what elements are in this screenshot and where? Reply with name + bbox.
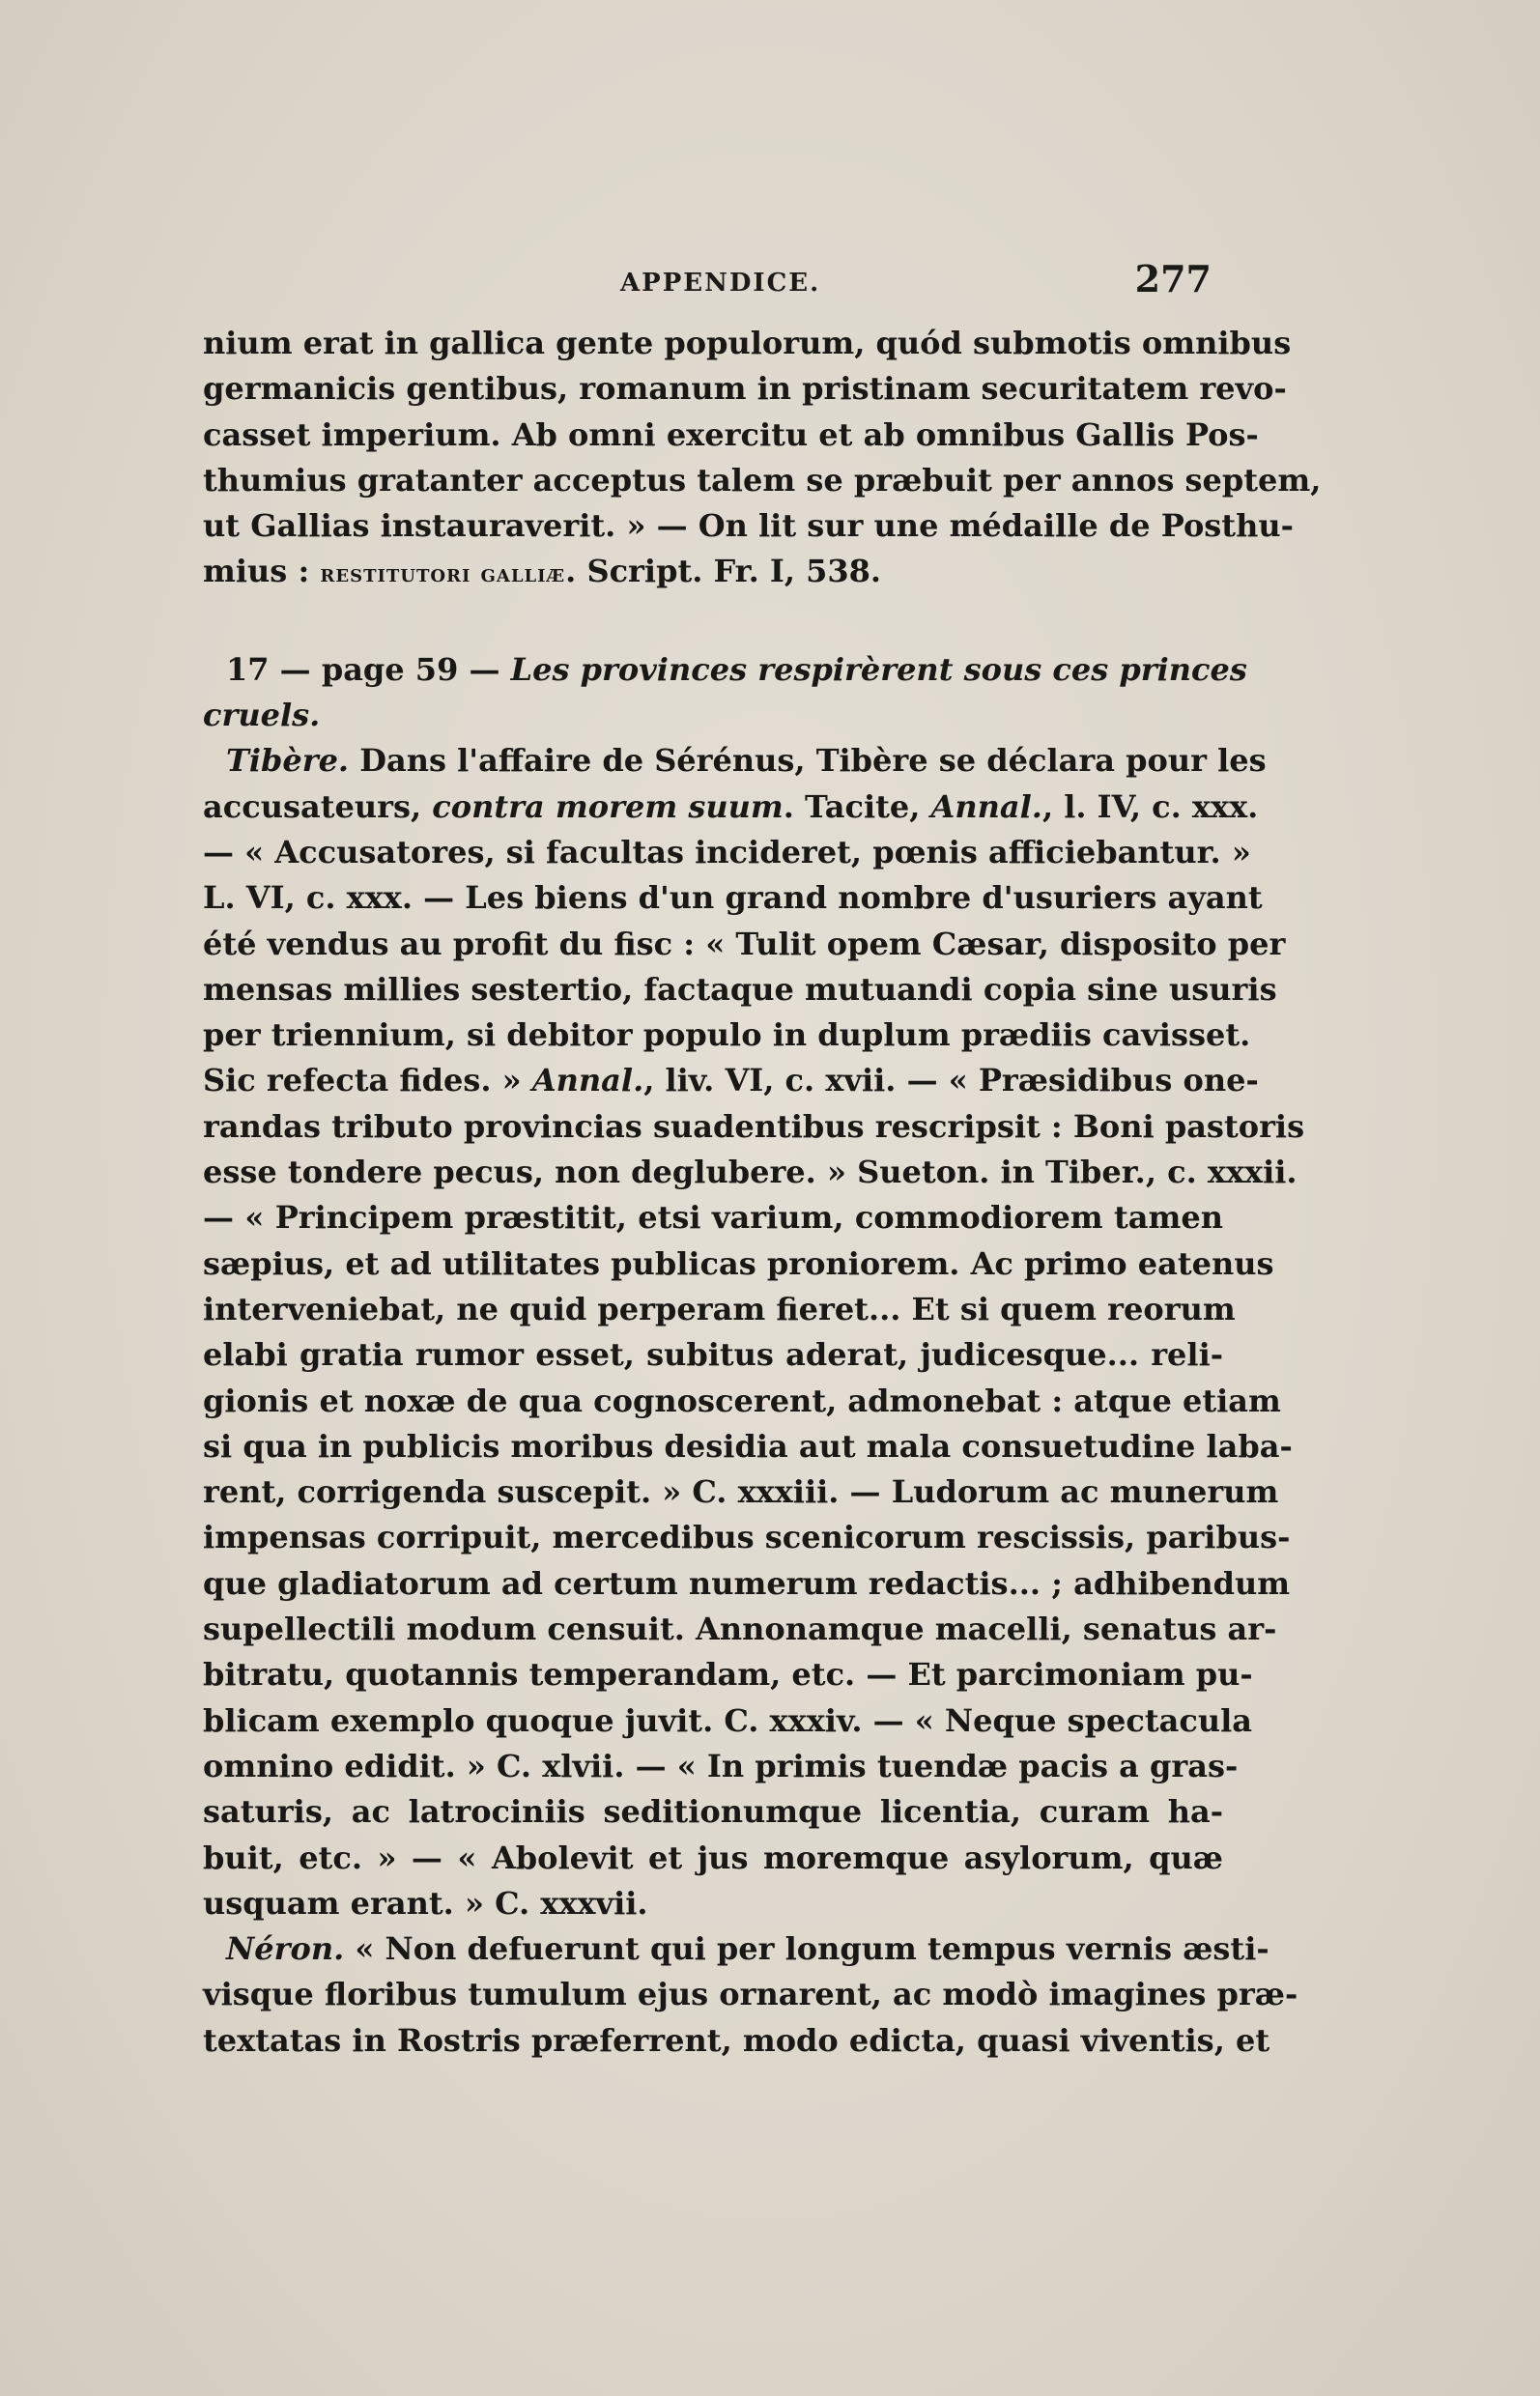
section-title-cont: cruels. bbox=[203, 697, 321, 734]
text-line: impensas corripuit, mercedibus scenicorum rescissis, paribus- bbox=[203, 1519, 1291, 1556]
text-line: mensas millies sestertio, factaque mutuandi copia sine usuris bbox=[203, 970, 1277, 1008]
text-line: ut Gallias instauraverit. » — On lit sur une médaille de Posthu- bbox=[203, 507, 1294, 545]
citation-italic: Annal. bbox=[531, 1062, 644, 1099]
text-line: bitratu, quotannis temperandam, etc. — Et parcimoniam pu- bbox=[203, 1656, 1253, 1694]
text-fragment: Sic refecta fides. » bbox=[203, 1062, 532, 1099]
page-number: 277 bbox=[1134, 257, 1212, 300]
subject-neron: Néron. bbox=[226, 1930, 345, 1968]
text-line: si qua in publicis moribus desidia aut mala consuetudine laba- bbox=[203, 1427, 1293, 1465]
text-line: gionis et noxæ de qua cognoscerent, admonebat : atque etiam bbox=[203, 1382, 1281, 1419]
text-line bbox=[203, 1926, 1269, 1972]
text-line: textatas in Rostris præferrent, modo edicta, quasi viventis, et bbox=[203, 2021, 1270, 2059]
text-fragment: , l. IV, c. xxx. bbox=[1041, 787, 1259, 825]
note-number: 17 — page 59 — bbox=[226, 650, 511, 688]
text-fragment: « Non defuerunt qui per longum tempus vernis æsti- bbox=[344, 1930, 1269, 1968]
text-fragment: mius : bbox=[203, 553, 321, 590]
text-line: rent, corrigenda suscepit. » C. xxxiii. — Ludorum ac munerum bbox=[203, 1473, 1279, 1511]
paragraph-gap bbox=[203, 595, 1223, 647]
text-line: nium erat in gallica gente populorum, quód submotis omnibus bbox=[203, 325, 1292, 361]
text-line bbox=[203, 693, 1223, 738]
citation-italic: contra morem suum bbox=[432, 787, 784, 825]
text-line: supellectili modum censuit. Annonamque macelli, senatus ar- bbox=[203, 1611, 1277, 1648]
text-line: germanicis gentibus, romanum in pristinam securitatem revo- bbox=[203, 370, 1287, 408]
medal-inscription: restitutori galliæ bbox=[320, 559, 566, 589]
text-line: sæpius, et ad utilitates publicas proniorem. Ac primo eatenus bbox=[203, 1244, 1274, 1282]
page-header bbox=[203, 257, 1213, 301]
text-line bbox=[203, 549, 1223, 594]
text-line: blicam exemplo quoque juvit. C. xxxiv. — « Neque spectacula bbox=[203, 1701, 1253, 1739]
text-line: per triennium, si debitor populo in duplum prædiis cavisset. bbox=[203, 1016, 1251, 1054]
running-head: APPENDICE. bbox=[620, 269, 821, 298]
section-title: Les provinces respirèrent sous ces princes bbox=[510, 650, 1247, 688]
text-fragment: . Tacite, bbox=[783, 787, 931, 825]
text-line: — « Accusatores, si facultas incideret, pœnis afficiebantur. » bbox=[203, 833, 1251, 870]
text-line: buit, etc. » — « Abolevit et jus moremque asylorum, quæ bbox=[203, 1839, 1223, 1876]
text-fragment: , liv. VI, c. xvii. — « Præsidibus one- bbox=[643, 1062, 1259, 1099]
text-line: thumius gratanter acceptus talem se præbuit per annos septem, bbox=[203, 461, 1322, 499]
text-line: elabi gratia rumor esset, subitus aderat, judicesque... reli- bbox=[203, 1336, 1223, 1374]
text-line bbox=[203, 738, 1267, 784]
text-line: L. VI, c. xxx. — Les biens d'un grand nombre d'usuriers ayant bbox=[203, 879, 1263, 917]
text-line: esse tondere pecus, non deglubere. » Sueton. in Tiber., c. xxxii. bbox=[203, 1154, 1298, 1191]
text-line bbox=[203, 1058, 1259, 1103]
text-line: casset imperium. Ab omni exercitu et ab omnibus Gallis Pos- bbox=[203, 415, 1259, 453]
text-fragment: Dans l'affaire de Sérénus, Tibère se déclara pour les bbox=[349, 742, 1267, 780]
text-line: que gladiatorum ad certum numerum redactis... ; adhibendum bbox=[203, 1564, 1291, 1602]
text-line bbox=[203, 784, 1259, 830]
text-line: randas tributo provincias suadentibus rescripsit : Boni pastoris bbox=[203, 1107, 1305, 1145]
text-line: interveniebat, ne quid perperam fieret... Et si quem reorum bbox=[203, 1290, 1236, 1327]
text-line: saturis, ac latrociniis seditionumque licentia, curam ha- bbox=[203, 1793, 1223, 1831]
text-fragment: accusateurs, bbox=[203, 787, 433, 825]
subject-tibere: Tibère. bbox=[226, 742, 350, 780]
text-line: été vendus au profit du fisc : « Tulit opem Cæsar, disposito per bbox=[203, 925, 1286, 962]
text-line: — « Principem præstitit, etsi varium, commodiorem tamen bbox=[203, 1199, 1223, 1237]
citation-italic: Annal. bbox=[930, 787, 1042, 825]
section-heading-line bbox=[203, 647, 1247, 693]
text-line: usquam erant. » C. xxxvii. bbox=[203, 1884, 648, 1922]
text-line: visque floribus tumulum ejus ornarent, ac modò imagines præ- bbox=[203, 1976, 1298, 2013]
body-text bbox=[203, 321, 1322, 2064]
text-fragment: . Script. Fr. I, 538. bbox=[565, 553, 882, 590]
text-line: omnino edidit. » C. xlvii. — « In primis tuendæ pacis a gras- bbox=[203, 1747, 1239, 1784]
